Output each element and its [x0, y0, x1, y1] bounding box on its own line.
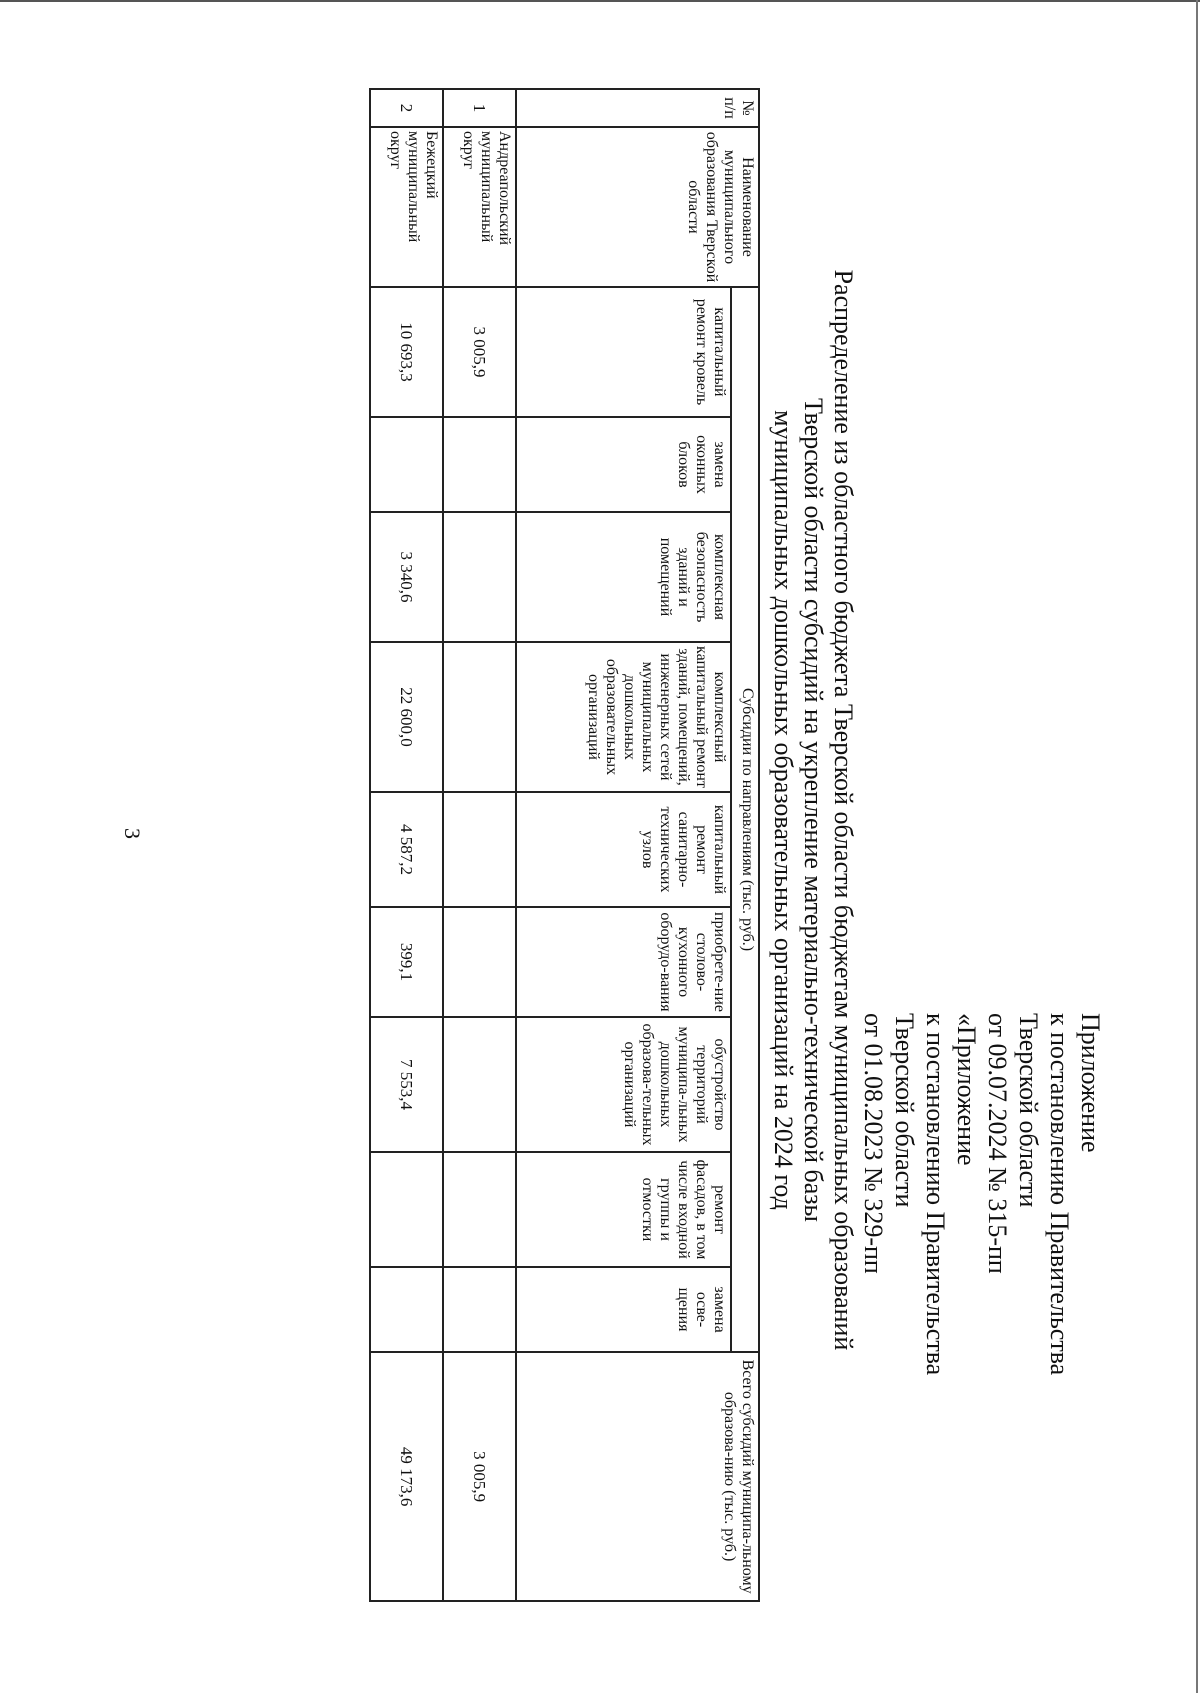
row-2-value-9 [370, 1267, 443, 1352]
header-direction-5: капитальный ремонт санитарно-технических узлов [516, 792, 731, 907]
row-1-value-6 [443, 907, 516, 1017]
row-2-value-1: 10 693,3 [370, 287, 443, 417]
header-direction-6: приобрете-ние столово-кухонного оборудо-вания [516, 907, 731, 1017]
header-direction-3: комплексная безопасность зданий и помещений [516, 512, 731, 642]
appendix-current-line-1: Приложение [1076, 1013, 1105, 1153]
row-1-value-4 [443, 642, 516, 792]
row-2-value-3: 3 340,6 [370, 512, 443, 642]
row-1-value-2 [443, 417, 516, 512]
row-2-name: Бежецкий муниципальный округ [370, 127, 443, 287]
header-direction-4: комплексный капитальный ремонт зданий, помещений, инженерных сетей муниципальных дошкольных образовательных организаций [516, 642, 731, 792]
appendix-previous-line-1: «Приложение [952, 1013, 981, 1166]
appendix-current-line-4: от 09.07.2024 № 315-пп [983, 1013, 1012, 1274]
row-2-num: 2 [370, 89, 443, 127]
header-direction-2: замена оконных блоков [516, 417, 731, 512]
subsidy-table [369, 88, 760, 1602]
header-direction-7: обустройство территорий муниципа-льных дошкольных образова-тельных организаций [516, 1017, 731, 1152]
row-2-total: 49 173,6 [370, 1352, 443, 1601]
title-line-3: муниципальных дошкольных образовательных организаций на 2024 год [769, 410, 798, 1210]
appendix-previous-textlines [858, 1013, 982, 1443]
row-2-value-7: 7 553,4 [370, 1017, 443, 1152]
header-name: Наименование муниципального образования Тверской области [516, 127, 759, 287]
page-number-text: 3 [120, 828, 145, 839]
appendix-previous-line-4: от 01.08.2023 № 329-пп [859, 1013, 888, 1274]
row-2-value-6: 399,1 [370, 907, 443, 1017]
header-num: № п/п [516, 89, 759, 127]
table-row [443, 89, 516, 1601]
row-1-value-3 [443, 512, 516, 642]
appendix-previous-line-3: Тверской области [890, 1013, 919, 1208]
row-1-value-7 [443, 1017, 516, 1152]
row-2-value-8 [370, 1152, 443, 1267]
row-1-value-9 [443, 1267, 516, 1352]
header-direction-1: капитальный ремонт кровель [516, 287, 731, 417]
title-line-1: Распределение из областного бюджета Тверской области бюджетам муниципальных образований [829, 269, 858, 1351]
row-1-total: 3 005,9 [443, 1352, 516, 1601]
row-1-num: 1 [443, 89, 516, 127]
table-header-row-1 [731, 89, 759, 1601]
header-direction-8: ремонт фасадов, в том числе входной группы и отмостки [516, 1152, 731, 1267]
header-direction-9: замена осве-щения [516, 1267, 731, 1352]
row-2-value-4: 22 600,0 [370, 642, 443, 792]
row-2-value-2 [370, 417, 443, 512]
document-title [768, 160, 858, 1460]
header-directions-group: Субсидии по направлениям (тыс. руб.) [731, 287, 759, 1352]
row-1-value-5 [443, 792, 516, 907]
appendix-current-line-3: Тверской области [1014, 1013, 1043, 1208]
appendix-previous-line-2: к постановлению Правительства [921, 1013, 950, 1376]
appendix-current-textlines [982, 1013, 1106, 1443]
row-1-value-1: 3 005,9 [443, 287, 516, 417]
table-row [370, 89, 443, 1601]
row-1-value-8 [443, 1152, 516, 1267]
title-line-2: Тверской области субсидий на укрепление материально-технической базы [799, 397, 828, 1222]
row-2-value-5: 4 587,2 [370, 792, 443, 907]
row-1-name: Андреапольский муниципальный округ [443, 127, 516, 287]
header-total: Всего субсидий муниципа-льному образова-нию (тыс. руб.) [516, 1352, 759, 1601]
appendix-current-line-2: к постановлению Правительства [1045, 1013, 1074, 1376]
